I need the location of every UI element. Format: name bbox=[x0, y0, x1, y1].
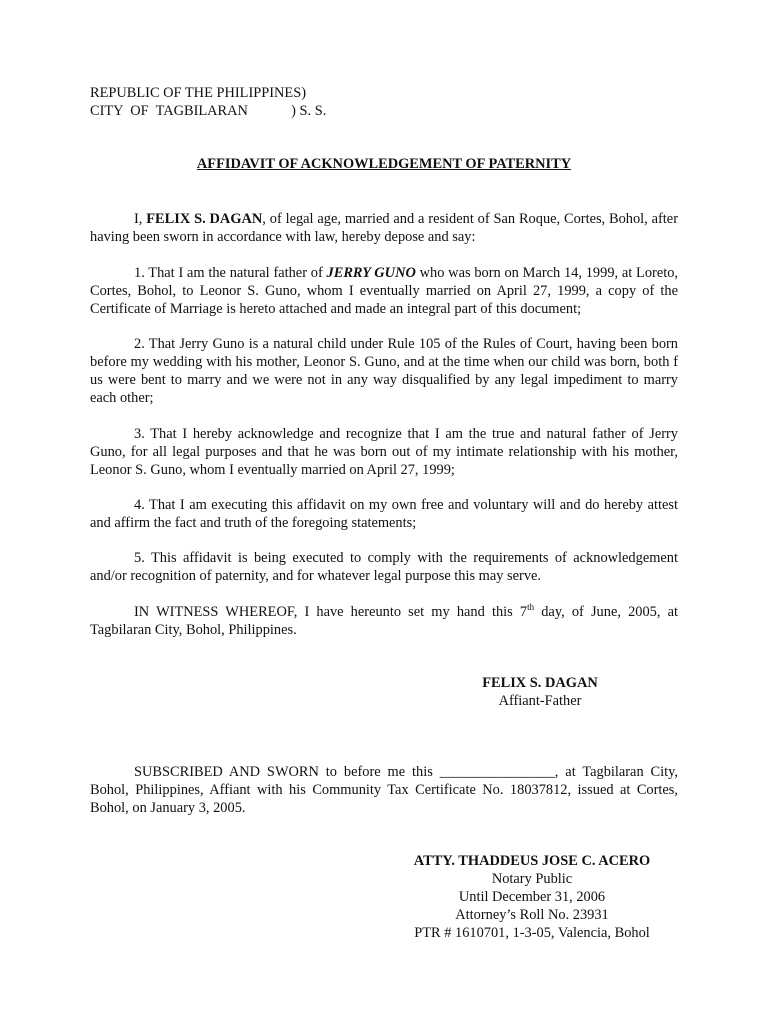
venue-line-city: CITY OF TAGBILARAN ) S. S. bbox=[90, 103, 327, 119]
witness-paragraph bbox=[90, 603, 678, 639]
notary-title: Notary Public bbox=[491, 871, 573, 887]
document-title: AFFIDAVIT OF ACKNOWLEDGEMENT OF PATERNITY bbox=[196, 156, 572, 172]
notary-ptr: PTR # 1610701, 1-3-05, Valencia, Bohol bbox=[414, 925, 650, 941]
intro-paragraph bbox=[90, 210, 678, 246]
p1-lead: 1. That I am the natural father of bbox=[134, 265, 327, 281]
affiant-name: FELIX S. DAGAN bbox=[482, 675, 598, 691]
notary-roll-number: Attorney’s Roll No. 23931 bbox=[455, 907, 609, 923]
notary-commission: Until December 31, 2006 bbox=[458, 889, 606, 905]
jurat-paragraph: SUBSCRIBED AND SWORN to before me this ________________, at Tagbilaran City, Bohol, Philippines, Affiant with his Community Tax Certificate No. 18037812, issued at Cortes, Bohol, on January 3, 2005. bbox=[90, 764, 678, 816]
ordinal-suffix: th bbox=[527, 602, 535, 613]
witness-lead: IN WITNESS WHEREOF, I have hereunto set my hand this 7 bbox=[134, 604, 528, 620]
intro-rest: , of legal age, married and a resident of San Roque, Cortes, Bohol, after having been sworn in accordance with law, hereby depose and say: bbox=[90, 211, 678, 245]
venue-block bbox=[90, 84, 326, 120]
paragraph-4: 4. That I am executing this affidavit on my own free and voluntary will and do hereby attest and affirm the fact and truth of the foregoing statements; bbox=[90, 497, 678, 531]
affiant-signature-block bbox=[425, 674, 655, 710]
paragraph-2: 2. That Jerry Guno is a natural child under Rule 105 of the Rules of Court, having been born before my wedding with his mother, Leonor S. Guno, and at the time when our child was born, both f us were bent to marry and we were not in any way disqualified by any legal impediment to marry each other; bbox=[90, 336, 678, 406]
affiant-name-inline: FELIX S. DAGAN bbox=[146, 211, 263, 227]
affiant-role: Affiant-Father bbox=[498, 693, 582, 709]
p1-rest: who was born on March 14, 1999, at Loreto, Cortes, Bohol, to Leonor S. Guno, whom I eventually married on April 27, 1999, a copy of the Certificate of Marriage is hereto attached and made an integral part of this document; bbox=[90, 265, 678, 317]
witness-rest: day, of June, 2005, at Tagbilaran City, Bohol, Philippines. bbox=[90, 604, 678, 638]
venue-line-republic: REPUBLIC OF THE PHILIPPINES) bbox=[90, 85, 307, 101]
paragraph-3: 3. That I hereby acknowledge and recognize that I am the true and natural father of Jerry Guno, for all legal purposes and that he was born out of my intimate relationship with his mother, Leonor S. Guno, whom I eventually married on April 27, 1999; bbox=[90, 426, 678, 478]
intro-lead: I, bbox=[134, 211, 147, 227]
paragraph-5: 5. This affidavit is being executed to comply with the requirements of acknowledgement and/or recognition of paternity, and for whatever legal purpose this may serve. bbox=[90, 550, 678, 584]
notary-name: ATTY. THADDEUS JOSE C. ACERO bbox=[413, 853, 651, 869]
notary-signature-block bbox=[392, 852, 672, 942]
paragraph-1 bbox=[90, 264, 678, 318]
child-name: JERRY GUNO bbox=[326, 265, 416, 281]
